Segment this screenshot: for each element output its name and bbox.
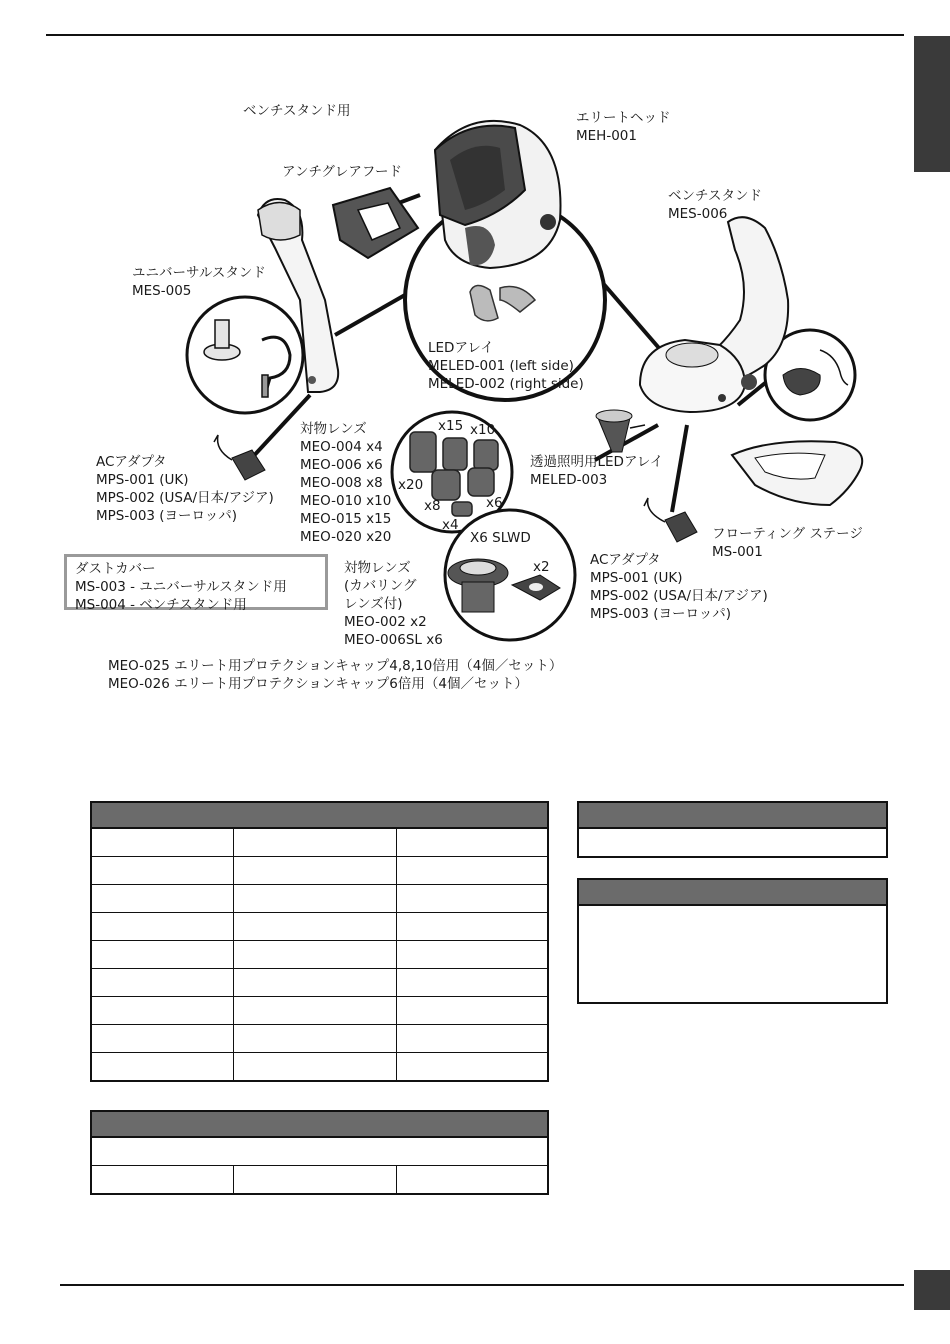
lens-badge-x15: x15 — [438, 418, 464, 434]
info-panel-small — [577, 801, 888, 858]
bench-stand-use-label: ベンチスタンド用 — [243, 103, 351, 119]
ac-adapter-left-name: ACアダプタ — [96, 454, 167, 470]
transmitted-led-label — [530, 453, 663, 489]
table-row — [91, 997, 548, 1025]
floating-stage-illustration — [732, 441, 862, 505]
ac-adapter-right-item: MPS-003 (ヨーロッパ) — [590, 606, 732, 622]
ac-adapter-left-item: MPS-001 (UK) — [96, 472, 189, 488]
covered-lens-item: MEO-002 x2 — [344, 614, 427, 630]
bench-stand-label — [668, 187, 762, 223]
universal-stand-code: MES-005 — [132, 283, 192, 299]
objective-lens-label — [300, 420, 391, 546]
universal-stand-name: ユニバーサルスタンド — [132, 265, 266, 281]
elite-head-code: MEH-001 — [576, 128, 637, 144]
dust-cover-box — [64, 554, 328, 613]
dust-cover-item: MS-004 - ベンチスタンド用 — [75, 597, 247, 613]
table-row — [91, 913, 548, 941]
ac-adapter-right-name: ACアダプタ — [590, 552, 661, 568]
floating-stage-code: MS-001 — [712, 544, 763, 560]
ac-adapter-left-item: MPS-002 (USA/日本/アジア) — [96, 490, 274, 506]
ac-adapter-left-item: MPS-003 (ヨーロッパ) — [96, 508, 238, 524]
lens-badge-x4: x4 — [442, 517, 459, 533]
ac-adapter-right-item: MPS-002 (USA/日本/アジア) — [590, 588, 768, 604]
table-row — [91, 828, 548, 857]
objective-lens-item: MEO-006 x6 — [300, 457, 383, 473]
ac-adapter-right-illustration — [644, 498, 697, 542]
covered-lens-title1: 対物レンズ — [344, 560, 411, 576]
covered-lens-item: MEO-006SL x6 — [344, 632, 443, 648]
table-header — [91, 802, 548, 828]
table-header — [91, 1111, 548, 1137]
table-row — [91, 857, 548, 885]
table-row — [91, 969, 548, 997]
covered-lens-label — [344, 559, 443, 649]
info-panel-large — [577, 878, 888, 1004]
ac-adapter-right-label — [590, 551, 768, 623]
led-array-left: MELED-001 (left side) — [428, 358, 574, 374]
section-tab-bottom — [914, 1270, 950, 1310]
lens-badge-x20: x20 — [398, 477, 424, 493]
table-row — [91, 1166, 548, 1195]
spec-table-secondary — [90, 1110, 549, 1195]
covered-lens-title2: (カバリング — [344, 578, 417, 594]
spec-table-main — [90, 801, 549, 1082]
protection-cap-item: MEO-026 エリート用プロテクションキャップ6倍用（4個／セット） — [108, 676, 528, 692]
dust-cover-title: ダストカバー — [75, 561, 156, 577]
led-array-label — [428, 339, 584, 393]
objective-lens-item: MEO-010 x10 — [300, 493, 392, 509]
x6-slwd-label: X6 SLWD — [470, 530, 531, 546]
panel-header — [579, 880, 886, 906]
lens-badge-x10: x10 — [470, 422, 496, 438]
transmitted-led-code: MELED-003 — [530, 472, 608, 488]
led-array-right: MELED-002 (right side) — [428, 376, 584, 392]
covered-lens-title3: レンズ付) — [344, 596, 403, 612]
table-row — [91, 1025, 548, 1053]
elite-head-label — [576, 109, 671, 145]
objective-lens-title: 対物レンズ — [300, 421, 367, 437]
elite-head-name: エリートヘッド — [576, 110, 671, 126]
anti-glare-hood-label: アンチグレアフード — [282, 164, 403, 180]
transmitted-led-name: 透過照明用LEDアレイ — [530, 454, 664, 470]
table-row — [91, 1053, 548, 1082]
lens-badge-x8: x8 — [424, 498, 441, 514]
elite-head-illustration — [435, 121, 561, 268]
universal-stand-label — [132, 264, 266, 300]
floating-stage-name: フローティング ステージ — [712, 526, 863, 542]
bench-stand-code: MES-006 — [668, 206, 728, 222]
table-row — [91, 1137, 548, 1166]
objective-lens-item: MEO-020 x20 — [300, 529, 392, 545]
table-row — [91, 941, 548, 969]
bottom-rule — [60, 1284, 904, 1286]
dust-cover-item: MS-003 - ユニバーサルスタンド用 — [75, 579, 287, 595]
protection-caps-list — [108, 657, 562, 693]
x2-label: x2 — [533, 559, 550, 575]
objective-lens-item: MEO-008 x8 — [300, 475, 383, 491]
protection-cap-item: MEO-025 エリート用プロテクションキャップ4,8,10倍用（4個／セット） — [108, 658, 563, 674]
objective-lens-item: MEO-004 x4 — [300, 439, 383, 455]
ac-adapter-right-item: MPS-001 (UK) — [590, 570, 683, 586]
transmitted-led-illustration — [596, 410, 645, 452]
led-array-name: LEDアレイ — [428, 340, 494, 356]
ac-adapter-left-label — [96, 453, 274, 525]
objective-lens-item: MEO-015 x15 — [300, 511, 392, 527]
table-row — [91, 885, 548, 913]
bench-stand-name: ベンチスタンド — [668, 188, 762, 204]
lens-badge-x6: x6 — [486, 495, 503, 511]
panel-header — [579, 803, 886, 829]
